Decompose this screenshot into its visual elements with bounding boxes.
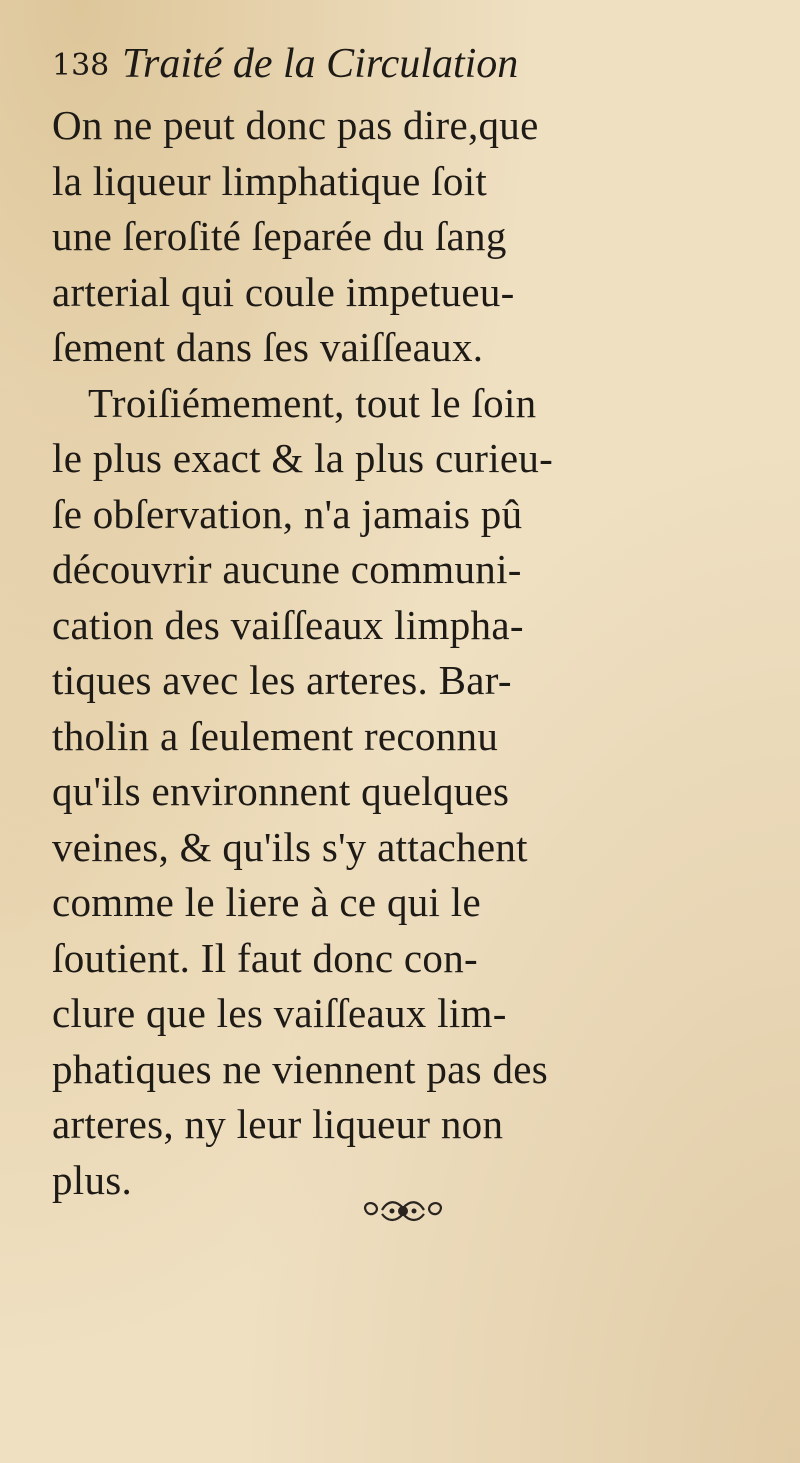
text-line: découvrir aucune communi- bbox=[52, 546, 522, 592]
text-line: le plus exact & la plus curieu- bbox=[52, 435, 554, 481]
text-line: une ſeroſité ſeparée du ſang bbox=[52, 213, 507, 259]
text-line: arteres, ny leur liqueur non bbox=[52, 1101, 504, 1147]
text-line: ſement dans ſes vaiſſeaux. bbox=[52, 324, 484, 370]
text-line: ſe obſervation, n'a jamais pû bbox=[52, 490, 523, 537]
text-line: plus. bbox=[52, 1156, 133, 1203]
text-line: comme le liere à ce qui le bbox=[52, 879, 481, 925]
text-line: tiques avec les arteres. Bar- bbox=[52, 657, 512, 703]
page-header bbox=[52, 40, 692, 96]
running-title: Traité de la Circulation bbox=[122, 41, 519, 87]
text-line: Troiſiémement, tout le ſoin bbox=[88, 379, 537, 426]
text-line: clure que les vaiſſeaux lim- bbox=[52, 990, 507, 1036]
text-line: On ne peut donc pas dire,que bbox=[52, 102, 539, 148]
text-line: arterial qui coule impetueu- bbox=[52, 268, 515, 315]
text-line: qu'ils environnent quelques bbox=[52, 768, 510, 814]
text-line: cation des vaiſſeaux limpha- bbox=[52, 601, 524, 648]
page-number: 138 bbox=[52, 48, 110, 83]
text-line: la liqueur limphatique ſoit bbox=[52, 157, 488, 204]
printers-ornament-icon bbox=[358, 1196, 448, 1226]
body-text bbox=[52, 98, 772, 1208]
text-line: phatiques ne viennent pas des bbox=[52, 1045, 549, 1092]
text-line: ſoutient. Il faut donc con- bbox=[52, 934, 478, 981]
text-line: tholin a ſeulement reconnu bbox=[52, 712, 499, 759]
text-line: veines, & qu'ils s'y attachent bbox=[52, 823, 528, 870]
